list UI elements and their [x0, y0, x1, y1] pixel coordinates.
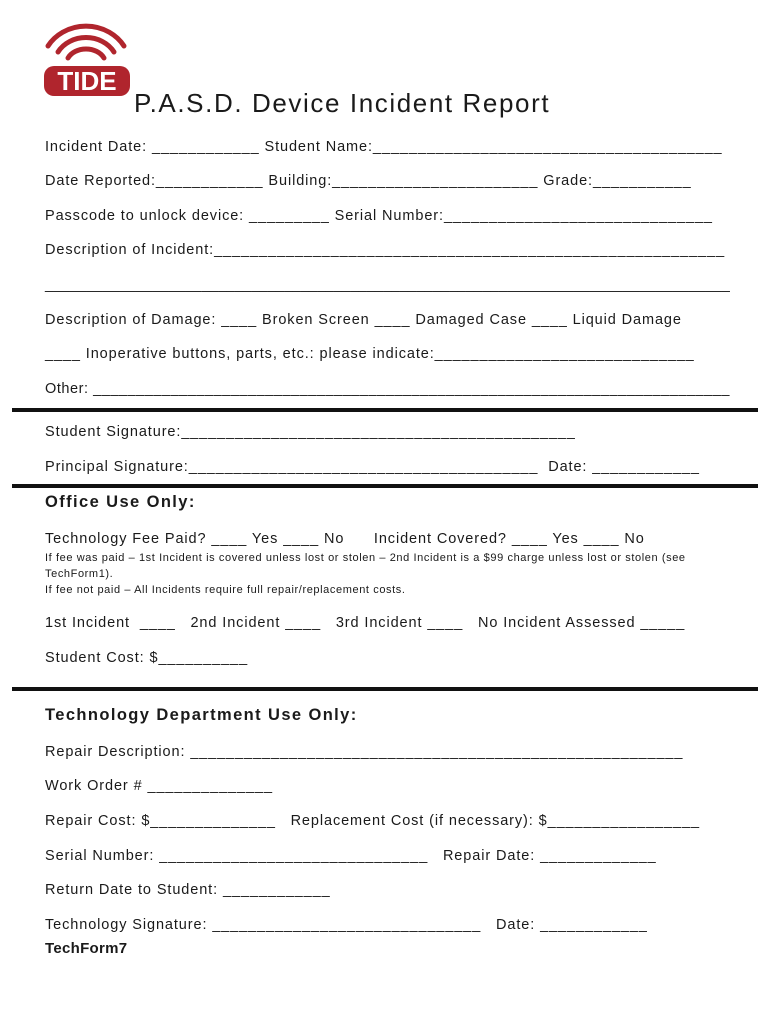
repair-cost-row[interactable]: Repair Cost: $______________ Replacement Cost (if necessary): $_________________ — [45, 813, 701, 829]
divider — [12, 408, 758, 412]
incident-count-row[interactable]: 1st Incident ____ 2nd Incident ____ 3rd Incident ____ No Incident Assessed _____ — [45, 615, 686, 631]
description-row[interactable]: Description of Incident:_________________________________________________________ — [45, 242, 726, 258]
other-row[interactable]: Other: __________________________________________________________________________ — [45, 381, 730, 397]
date-reported-row[interactable]: Date Reported:____________ Building:_______________________ Grade:___________ — [45, 173, 692, 189]
fee-not-paid-note: If fee not paid – All Incidents require full repair/replacement costs. — [45, 584, 406, 596]
student-cost-row[interactable]: Student Cost: $__________ — [45, 650, 249, 666]
repair-description-row[interactable]: Repair Description: _______________________________________________________ — [45, 744, 684, 760]
incident-date-row[interactable]: Incident Date: ____________ Student Name:_______________________________________ — [45, 139, 723, 155]
inoperative-row[interactable]: ____ Inoperative buttons, parts, etc.: please indicate:_____________________________ — [45, 346, 695, 362]
passcode-row[interactable]: Passcode to unlock device: _________ Serial Number:______________________________ — [45, 208, 713, 224]
form-id: TechForm7 — [45, 940, 128, 957]
description-continuation[interactable]: ___________________________________________________________________________________ — [45, 277, 731, 293]
divider — [12, 484, 758, 488]
logo-text: TIDE — [57, 66, 117, 96]
tech-signature-row[interactable]: Technology Signature: ______________________________ Date: ____________ — [45, 917, 648, 933]
page-title: P.A.S.D. Device Incident Report — [134, 88, 551, 118]
tide-logo-graphic — [40, 16, 132, 102]
divider — [12, 687, 758, 691]
tech-use-heading: Technology Department Use Only: — [45, 706, 358, 724]
damage-row[interactable]: Description of Damage: ____ Broken Screen ____ Damaged Case ____ Liquid Damage — [45, 312, 682, 328]
work-order-row[interactable]: Work Order # ______________ — [45, 778, 273, 794]
tide-logo — [40, 16, 132, 107]
office-use-heading: Office Use Only: — [45, 493, 196, 511]
tech-fee-row[interactable]: Technology Fee Paid? ____ Yes ____ No Incident Covered? ____ Yes ____ No — [45, 531, 645, 547]
fee-paid-note-cont: TechForm1). — [45, 568, 114, 580]
fee-paid-note: If fee was paid – 1st Incident is covered unless lost or stolen – 2nd Incident is a $99 charge unless lost or stolen (see — [45, 552, 686, 564]
return-date-row[interactable]: Return Date to Student: ____________ — [45, 882, 331, 898]
principal-signature-row[interactable]: Principal Signature:_______________________________________ Date: ____________ — [45, 459, 700, 475]
serial-number-row[interactable]: Serial Number: ______________________________ Repair Date: _____________ — [45, 848, 657, 864]
student-signature-row[interactable]: Student Signature:____________________________________________ — [45, 424, 576, 440]
